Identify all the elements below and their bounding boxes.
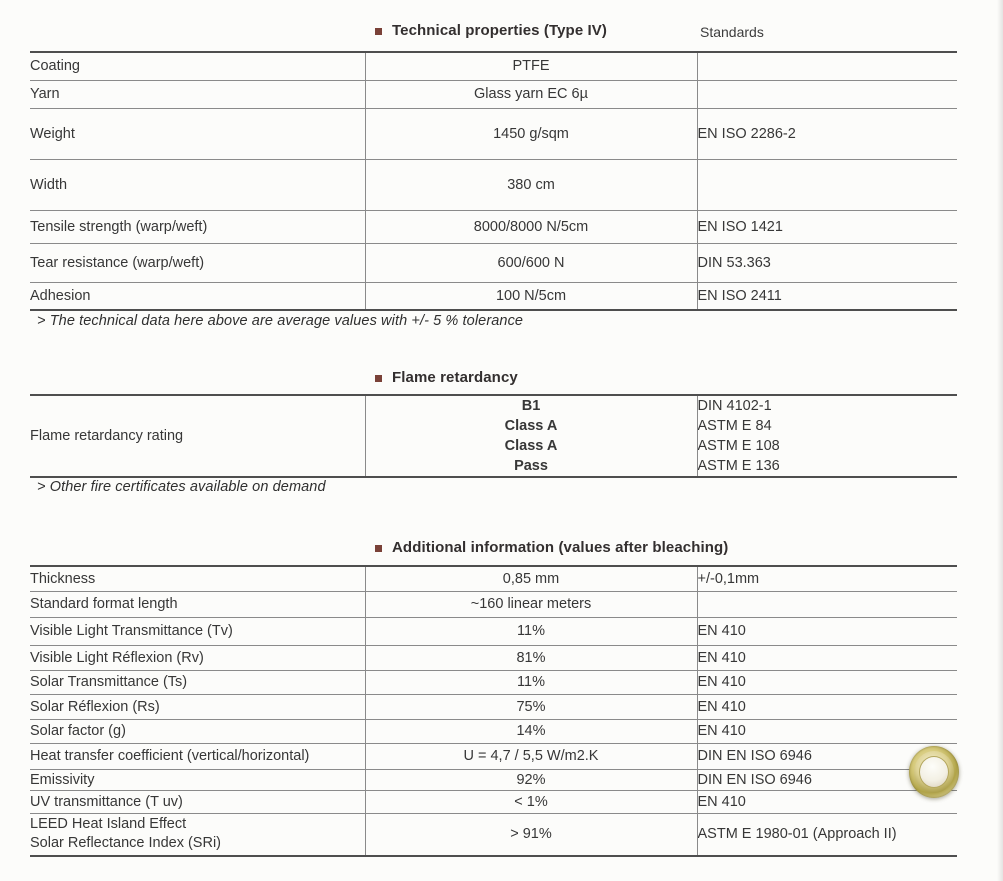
- table-row: [30, 645, 957, 670]
- property-standard: EN 410: [697, 719, 957, 743]
- property-value: < 1%: [365, 790, 697, 813]
- property-value: 380 cm: [365, 159, 697, 210]
- property-value-line: B1: [521, 398, 541, 414]
- table-row: [30, 719, 957, 743]
- property-standard: EN ISO 1421: [697, 210, 957, 243]
- property-standard-line: DIN 4102-1: [697, 398, 772, 414]
- property-value: PTFE: [365, 52, 697, 80]
- property-standard: EN ISO 2286-2: [697, 108, 957, 159]
- table-row: [30, 243, 957, 282]
- property-standard: [697, 52, 957, 80]
- table-row: [30, 591, 957, 617]
- property-label: Visible Light Réflexion (Rv): [30, 645, 365, 670]
- property-value: ~160 linear meters: [365, 591, 697, 617]
- property-standard: DIN EN ISO 6946: [697, 769, 957, 790]
- table-row: [30, 210, 957, 243]
- section-title: Additional information (values after bleaching): [392, 539, 729, 556]
- property-value-line: Class A: [504, 418, 558, 434]
- standards-column-label: Standards: [700, 24, 764, 40]
- property-value: 600/600 N: [365, 243, 697, 282]
- technical-properties-table: [30, 51, 957, 311]
- property-standard: EN 410: [697, 645, 957, 670]
- section-title: Technical properties (Type IV): [392, 22, 607, 39]
- flame-retardancy-table: [30, 394, 957, 478]
- property-value: U = 4,7 / 5,5 W/m2.K: [365, 743, 697, 769]
- property-label: Standard format length: [30, 591, 365, 617]
- property-label-line: Solar Reflectance Index (SRi): [30, 835, 221, 852]
- additional-information-table: [30, 565, 957, 857]
- property-value: 11%: [365, 617, 697, 645]
- property-label: Yarn: [30, 80, 365, 108]
- property-label: Width: [30, 159, 365, 210]
- table-row: [30, 694, 957, 719]
- property-value: 75%: [365, 694, 697, 719]
- property-value: 92%: [365, 769, 697, 790]
- property-standard: EN ISO 2411: [697, 282, 957, 310]
- table-row: [30, 617, 957, 645]
- property-standard-line: ASTM E 84: [697, 418, 772, 434]
- property-standard: EN 410: [697, 694, 957, 719]
- property-value: [365, 395, 697, 477]
- table-row: [30, 159, 957, 210]
- property-label: UV transmittance (T uv): [30, 790, 365, 813]
- property-standard: DIN 53.363: [697, 243, 957, 282]
- property-label: Solar Réflexion (Rs): [30, 694, 365, 719]
- property-label: Emissivity: [30, 769, 365, 790]
- property-value: 100 N/5cm: [365, 282, 697, 310]
- brass-grommet-icon: [909, 746, 959, 798]
- table-row: [30, 813, 957, 856]
- property-standard-line: ASTM E 136: [697, 458, 780, 474]
- grommet-center: [919, 756, 949, 788]
- table-row: [30, 743, 957, 769]
- table-row: [30, 52, 957, 80]
- property-standard: [697, 159, 957, 210]
- table-row: [30, 670, 957, 694]
- property-label: Coating: [30, 52, 365, 80]
- fire-certificates-note: > Other fire certificates available on demand: [37, 479, 326, 495]
- property-value: 1450 g/sqm: [365, 108, 697, 159]
- property-standard: ASTM E 1980-01 (Approach II): [697, 813, 957, 856]
- table-row: [30, 566, 957, 591]
- square-bullet-icon: [375, 375, 382, 382]
- property-value-line: Class A: [504, 438, 558, 454]
- tolerance-note: > The technical data here above are average values with +/- 5 % tolerance: [37, 313, 524, 329]
- property-value: 11%: [365, 670, 697, 694]
- square-bullet-icon: [375, 28, 382, 35]
- property-label: Thickness: [30, 566, 365, 591]
- property-label: Tear resistance (warp/weft): [30, 243, 365, 282]
- section-header-flame-retardancy: [375, 369, 518, 386]
- property-value: 81%: [365, 645, 697, 670]
- property-value: 0,85 mm: [365, 566, 697, 591]
- table-row: [30, 80, 957, 108]
- property-value-line: Pass: [514, 458, 548, 474]
- square-bullet-icon: [375, 545, 382, 552]
- table-row: [30, 395, 957, 477]
- property-standard: [697, 80, 957, 108]
- property-standard: EN 410: [697, 617, 957, 645]
- property-label: Heat transfer coefficient (vertical/horizontal): [30, 743, 365, 769]
- property-standard: EN 410: [697, 790, 957, 813]
- property-standard: [697, 591, 957, 617]
- property-standard: DIN EN ISO 6946: [697, 743, 957, 769]
- property-value: 14%: [365, 719, 697, 743]
- property-value: > 91%: [365, 813, 697, 856]
- section-header-additional-information: [375, 539, 728, 556]
- property-label: Visible Light Transmittance (Tv): [30, 617, 365, 645]
- property-label: Flame retardancy rating: [30, 395, 365, 477]
- scan-edge-shadow: [997, 0, 1003, 881]
- property-value: 8000/8000 N/5cm: [365, 210, 697, 243]
- property-standard: +/-0,1mm: [697, 566, 957, 591]
- property-label: [30, 813, 365, 856]
- property-label: Solar factor (g): [30, 719, 365, 743]
- property-standard: EN 410: [697, 670, 957, 694]
- property-label: Solar Transmittance (Ts): [30, 670, 365, 694]
- property-standard-line: ASTM E 108: [697, 438, 780, 454]
- property-label: Weight: [30, 108, 365, 159]
- table-row: [30, 769, 957, 790]
- table-row: [30, 790, 957, 813]
- table-row: [30, 108, 957, 159]
- table-row: [30, 282, 957, 310]
- property-standard: [697, 395, 957, 477]
- section-header-technical-properties: [375, 22, 607, 39]
- property-label: Adhesion: [30, 282, 365, 310]
- section-title: Flame retardancy: [392, 369, 518, 386]
- property-label: Tensile strength (warp/weft): [30, 210, 365, 243]
- property-label-line: LEED Heat Island Effect: [30, 816, 187, 833]
- property-value: Glass yarn EC 6µ: [365, 80, 697, 108]
